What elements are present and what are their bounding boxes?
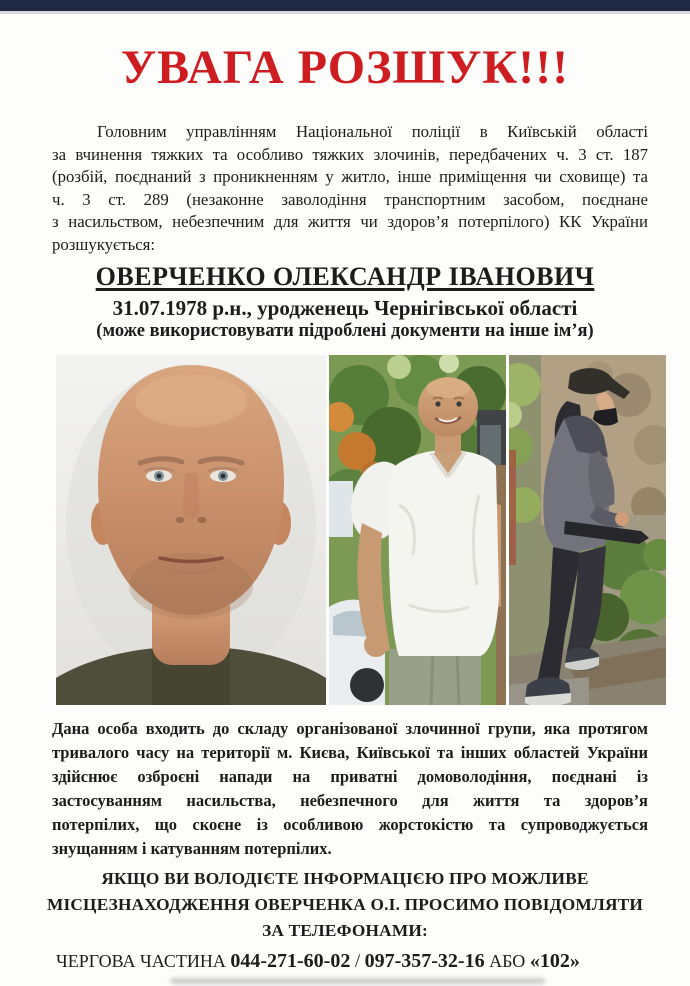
photos-row bbox=[56, 355, 666, 705]
text-line: потерпілих, що скоєне із особливою жорстокістю та супроводжується bbox=[52, 815, 648, 834]
surveillance-image bbox=[509, 355, 666, 705]
text-line: розшукується: bbox=[52, 234, 156, 254]
outdoor-photo bbox=[329, 355, 506, 705]
poster-title: УВАГА РОЗШУК!!! bbox=[120, 41, 570, 94]
duty-unit-label: ЧЕРГОВА ЧАСТИНА bbox=[56, 951, 226, 971]
text-line: знущанням і катуванням потерпілих. bbox=[52, 839, 332, 858]
suspect-name: ОВЕРЧЕНКО ОЛЕКСАНДР ІВАНОВИЧ bbox=[95, 262, 595, 291]
text-line: ЗА ТЕЛЕФОНАМИ: bbox=[262, 921, 428, 940]
text-line: ч. 3 ст. 289 (незаконне заволодіння транспортним засобом, поєднане bbox=[52, 189, 648, 209]
text-line: ЯКЩО ВИ ВОЛОДІЄТЕ ІНФОРМАЦІЄЮ ПРО МОЖЛИВЕ bbox=[101, 869, 589, 888]
appeal-text bbox=[40, 866, 650, 944]
text-line: (розбій, поєднаний з проникненням у житло, інше приміщення чи сховище) та bbox=[52, 167, 648, 187]
text-line: застосуванням насильства, небезпечного для життя та здоров’я bbox=[52, 791, 648, 810]
text-line: за вчинення тяжких та особливо тяжких злочинів, передбачених ч. 3 ст. 187 bbox=[52, 144, 648, 164]
contacts-line bbox=[56, 948, 656, 975]
phone-number-2: 097-357-32-16 bbox=[364, 950, 485, 972]
top-divider-line bbox=[0, 11, 690, 14]
short-emergency-number: «102» bbox=[529, 950, 580, 972]
phone-separator: / bbox=[354, 951, 361, 972]
suspect-birth-info: 31.07.1978 р.н., уродженець Чернігівської області bbox=[112, 296, 578, 320]
text-line: Дана особа входить до складу організованої злочинної групи, яка протягом bbox=[52, 719, 648, 738]
text-line: з насильством, небезпечним для життя чи здоров’я потерпілого) КК України bbox=[52, 212, 648, 232]
phone-number-1: 044-271-60-02 bbox=[230, 950, 351, 972]
or-label: АБО bbox=[489, 951, 526, 971]
intro-paragraph bbox=[52, 121, 648, 257]
text-line: МІСЦЕЗНАХОДЖЕННЯ ОВЕРЧЕНКА О.І. ПРОСИМО ПОВІДОМЛЯТИ bbox=[46, 895, 644, 914]
top-navy-bar bbox=[0, 0, 690, 11]
text-line: тривалого часу на території м. Києва, Київської та інших областей України bbox=[52, 743, 648, 762]
details-paragraph bbox=[52, 717, 648, 861]
mugshot-photo bbox=[56, 355, 326, 705]
mugshot-image bbox=[56, 355, 326, 705]
outdoor-image bbox=[329, 355, 506, 705]
surveillance-photo bbox=[509, 355, 666, 705]
suspect-alias-note: (може використовувати підроблені документи на інше ім’я) bbox=[96, 321, 594, 341]
bottom-smudge bbox=[170, 978, 545, 984]
text-line: здійснює озброєні напади на приватні домоволодіння, поєднані із bbox=[52, 767, 648, 786]
text-line: Головним управлінням Національної поліції в Київській області bbox=[97, 122, 648, 141]
